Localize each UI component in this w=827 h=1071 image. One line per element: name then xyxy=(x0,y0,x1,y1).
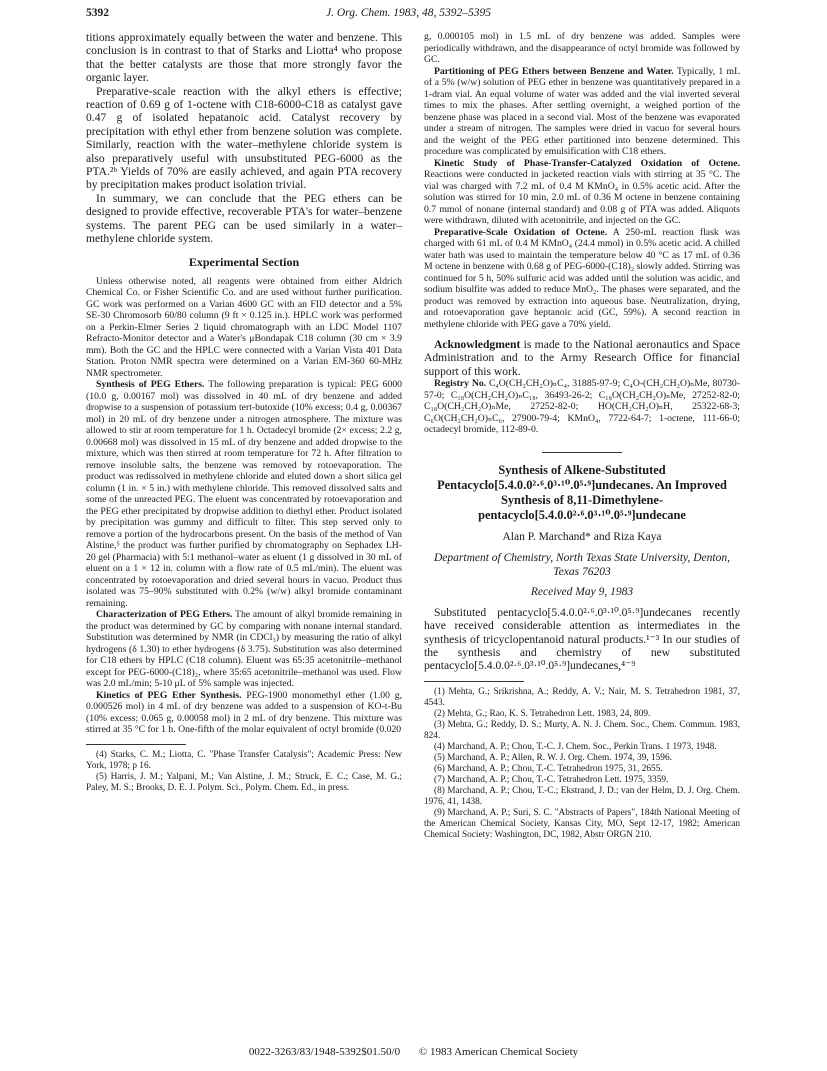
paragraph-text: Reactions were conducted in jacketed reaction vials with stirring at 35 °C. The vial was charged with 7.2 mL of 0.4 M KMnO₄ in 0.5% acetic acid. After the solution was stirred for 10 min, 2.0 mL of 0.36 M octene in benzene containing 0.7 mmol of nonane (internal standard) and 0.08 g of PTA was added. Aliquots were withdrawn, diluted with acetonitrile, and injected on the GC. xyxy=(424,169,740,226)
left-column xyxy=(86,31,402,794)
acknowledgment xyxy=(424,338,740,378)
right-column xyxy=(424,31,740,841)
footnote: (4) Marchand, A. P.; Chou, T.-C. J. Chem. Soc., Perkin Trans. 1 1973, 1948. xyxy=(434,741,717,752)
paragraph: Unless otherwise noted, all reagents were obtained from either Aldrich Chemical Co. or Fisher Scientific Co. and are used without further purification. GC work was performed on a Varian 4600 GC with an FID detector and a 5% SE-30 Chromosorb 60/80 column (9 ft × 0.125 in.). HPLC work was performed on a Perkin-Elmer Series 2 liquid chromatograph with an LDC Model 1107 Refracto-Monitor detector and a Water's μBondapak C18 column (30 cm × 3.9 mm). Both the GC and the HPLC were connected with a Varian Vista 401 Data Station. Proton NMR spectra were determined on a Varian EM-360 60-MHz NMR spectrometer. xyxy=(86,275,402,379)
footnote: (8) Marchand, A. P.; Chou, T.-C.; Ekstrand, J. D.; van der Helm, D. J. Org. Chem. 1976, 41, 1438. xyxy=(424,785,740,807)
paragraph xyxy=(424,158,740,227)
journal-citation: J. Org. Chem. 1983, 48, 5392–5395 xyxy=(326,7,492,19)
paragraph-text: is made to the National aeronautics and Space Administration and to the Army Research Office for financial support of this work. xyxy=(424,338,740,378)
footnote-rule xyxy=(424,681,524,682)
paragraph xyxy=(424,227,740,331)
footnote: (2) Mehta, G.; Rao, K. S. Tetrahedron Lett. 1983, 24, 809. xyxy=(434,708,651,719)
footnote: (3) Mehta, G.; Reddy, D. S.; Murty, A. N. J. Chem. Soc., Chem. Commun. 1983, 824. xyxy=(424,719,740,741)
paragraph xyxy=(86,379,402,609)
registry-numbers xyxy=(424,378,740,436)
paragraph xyxy=(86,609,402,690)
paragraph-text: A 250-mL reaction flask was charged with 61 mL of 0.4 M KMnO₄ (24.4 mmol) in 0.5% acetic acid. A chilled water bath was used to maintain the temperature below 40 °C as 17 mL of 0.36 M octene in benzene with 0.68 g of PEG-6000-(C18)₂ slowly added. Stirring was continued for 5 h, 50% sulfuric acid was added until the solution was acidic, and sodium bisulfite was added to reduce MnO₂. The phases were separated, and the product was removed by extraction into aqueous base. Neutralization, drying, and rotoevaporation gave heptanoic acid (GC, 59%). A second reaction in methylene chloride with PEG gave a 70% yield. xyxy=(424,226,740,330)
footnote: (1) Mehta, G.; Srikrishna, A.; Reddy, A. V.; Nair, M. S. Tetrahedron 1981, 37, 4543. xyxy=(424,686,740,708)
footnote: (5) Harris, J. M.; Yalpani, M.; Van Alstine, J. M.; Struck, E. C.; Case, M. G.; Paley, M. S.; Brooks, D. E. J. Polym. Sci., Polym. Chem. Ed., in press. xyxy=(86,771,402,793)
footnote: (7) Marchand, A. P.; Chou, T.-C. Tetrahedron Lett. 1975, 3359. xyxy=(434,774,669,785)
paragraph: In summary, we can conclude that the PEG ethers can be designed to provide effective, recoverable PTA's for water–benzene systems. The parent PEG can be used similarly in a water–methylene chloride system. xyxy=(86,191,402,246)
footnote-rule xyxy=(86,744,186,745)
article-code: 0022-3263/83/1948-5392$01.50/0 xyxy=(248,1046,401,1058)
run-in-heading: Acknowledgment xyxy=(434,338,521,351)
section-heading: Experimental Section xyxy=(188,254,300,269)
article-title: Synthesis of Alkene-Substituted Pentacyclo[5.4.0.0²·⁶.0³·¹⁰.0⁵·⁹]undecanes. An Improved Synthesis of 8,11-Dimethylene-pentacyclo[5.4.0.0²·⁶.0³·¹⁰.0⁵·⁹]undecane xyxy=(437,462,727,522)
run-in-heading: Characterization of PEG Ethers. xyxy=(96,609,233,620)
run-in-heading: Partitioning of PEG Ethers between Benzene and Water. xyxy=(434,65,674,77)
paragraph: Substituted pentacyclo[5.4.0.0²·⁶.0³·¹⁰.0⁵·⁹]undecanes recently have received considerable attention as intermediates in the synthesis of tricyclopentanoid natural products.¹⁻³ In our studies of the synthesis and chemistry of new substituted pentacyclo[5.4.0.0²·⁶.0³·¹⁰.0⁵·⁹]undecanes,⁴⁻⁹ xyxy=(424,605,740,673)
page-number: 5392 xyxy=(86,7,109,19)
paragraph: g, 0.000105 mol) in 1.5 mL of dry benzene was added. Samples were periodically withdrawn, and the disappearance of octyl bromide was followed by GC. xyxy=(424,31,740,65)
footnote: (4) Starks, C. M.; Liotta, C. "Phase Transfer Catalysis"; Academic Press: New York, 1978; p 16. xyxy=(86,749,402,771)
run-in-heading: Kinetic Study of Phase-Transfer-Catalyzed Oxidation of Octene. xyxy=(434,157,740,169)
footnote: (6) Marchand, A. P.; Chou, T.-C. Tetrahedron 1975, 31, 2655. xyxy=(434,763,663,774)
page-footer xyxy=(0,1046,827,1058)
paragraph-text: C₄O(CH₂CH₂O)ₙC₄, 31885-97-9; C₄O-(CH₂CH₂O)ₙMe, 80730-57-0; C₁₈O(CH₂CH₂O)ₙC₁₈, 36493-26-2; C₁₈O(CH₂CH₂O)ₙMe, 27252-82-0; C₁₈O(CH₂CH₂O)ₙMe, 27252-82-0; HO(CH₂CH₂O)ₙH, 25322-68-3; C₆O(CH₂CH₂O)ₙC₆, 27900-79-4; KMnO₄, 7722-64-7; 1-octene, 111-66-0; octadecyl bromide, 112-89-0. xyxy=(424,378,741,436)
run-in-heading: Synthesis of PEG Ethers. xyxy=(96,379,205,390)
paragraph: Preparative-scale reaction with the alkyl ethers is effective; reaction of 0.69 g of 1-octene with C18-6000-C18 as catalyst gave 0.47 g of isolated hepatanoic acid. Catalyst recovery by precipitation with ethyl ether from benzene solution was complete. Similarly, reaction with the water–methylene chloride system is also preparatively useful with unsubstituted PEG-6000 as the PTA.²ᵇ Yields of 70% are easily achieved, and again PTA recovery by precipitation makes product isolation trivial. xyxy=(86,84,402,192)
paragraph-text: Typically, 1 mL of a 5% (w/w) solution of PEG ether in benzene was quantitatively prepared in a 1-dram vial. An equal volume of water was added and the vial inverted several times to mix the phases. After settling overnight, a weighed portion of the benzene phase was placed in a second vial. Most of the benzene was evaporated under a stream of nitrogen. The samples were dried in vacuo for several hours and the weight of the PEG ether partitioned into benzene determined. This procedure was complicated by emulsification with C18 ethers. xyxy=(424,65,741,157)
received-date: Received May 9, 1983 xyxy=(530,585,634,598)
paragraph-text: The amount of alkyl bromide remaining in the product was determined by GC by comparing with nonane internal standard. Substitution was determined by NMR (in CDCl₃) by measuring the ratio of alkyl hydrogens (δ 1.30) to ether hydrogens (δ 3.75). Substitution was also determined for C18 ethers by HPLC (C18 column). Eluent was 65:35 acetonitrile–methanol except for PEG-6000-(C18)₂, where 35:65 acetonitrile–methanol was used. Flow was 2.0 mL/min; 5-10 μL of 5% sample was injected. xyxy=(86,609,402,689)
copyright: © 1983 American Chemical Society xyxy=(418,1046,579,1058)
paragraph: titions approximately equally between the water and benzene. This conclusion is in contrast to that of Starks and Liotta⁴ who propose that the better catalysts are those that more strongly favor the organic layer. xyxy=(86,31,402,85)
run-in-heading: Registry No. xyxy=(434,378,487,390)
run-in-heading: Preparative-Scale Oxidation of Octene. xyxy=(434,226,608,238)
paragraph xyxy=(86,690,402,736)
footnote: (5) Marchand, A. P.; Allen, R. W. J. Org. Chem. 1974, 39, 1596. xyxy=(434,752,672,763)
article-divider xyxy=(542,452,622,453)
article-authors: Alan P. Marchand* and Riza Kaya xyxy=(502,530,662,543)
footnote: (9) Marchand, A. P.; Suri, S. C. "Abstracts of Papers", 184th National Meeting of the American Chemical Society, Kansas City, MO, Sept 12-17, 1982; American Chemical Society: Washington, DC, 1982, Abstr ORGN 210. xyxy=(424,807,740,840)
author-affiliation: Department of Chemistry, North Texas State University, Denton, Texas 76203 xyxy=(433,551,730,578)
paragraph xyxy=(424,66,740,158)
paragraph-text: PEG-1900 monomethyl ether (1.00 g, 0.000526 mol) in 4 mL of dry benzene was added to a suspension of KO-t-Bu (10% excess; 0.065 g, 0.00058 mol) in 2 mL of dry benzene. This mixture was stirred at 35 °C for 1 h. One-fifth of the molar equivalent of octyl bromide (0.020 xyxy=(86,689,402,735)
paragraph-text: The following preparation is typical: PEG 6000 (10.0 g, 0.00167 mol) was dissolved in 40 mL of dry benzene and added dropwise to a suspension of potassium tert-butoxide (10% excess; 0.4 g, 0.00367 mol) in 20 mL of dry benzene under a nitrogen atmosphere. The mixture was allowed to stir at room temperature for 1 h. Octadecyl bromide (2× excess; 2.2 g, 0.00668 mol) was dissolved in 15 mL of dry benzene and added dropwise to the mixture, which was then stirred at room temperature for 72 h. After filtration to remove insoluble salts, the benzene was removed by rotoevaporation. The product was redissolved in methylene chloride and eluted down a short silica gel column (1 in. × 5 in.) with methylene chloride. This removed dissolved salts and some of the unreacted PEG. The eluent was concentrated by rotoevaporation and the PEG ether precipitated by dropwise addition to diethyl ether. Product isolated by precipitation was gummy and difficult to filter. This step served only to remove a portion of the hydrocarbons present. On the basis of the method of Van Alstine,⁵ the product was further purified by chromatography on Sephadex LH-20 gel (Pharmacia) with 5:1 methanol–water as eluent (1 g dissolved in 30 mL of eluent on a 1 × 12 in. column with a flow rate of 0.5 mL/min). The eluent was concentrated by rotoevaporation and dried several hours in vacuo. Product thus isolated was 75–90% substituted with 0.2% (w/w) alkyl bromide contaminant remaining. xyxy=(86,379,403,609)
page-header xyxy=(86,7,740,25)
run-in-heading: Kinetics of PEG Ether Synthesis. xyxy=(96,689,242,701)
